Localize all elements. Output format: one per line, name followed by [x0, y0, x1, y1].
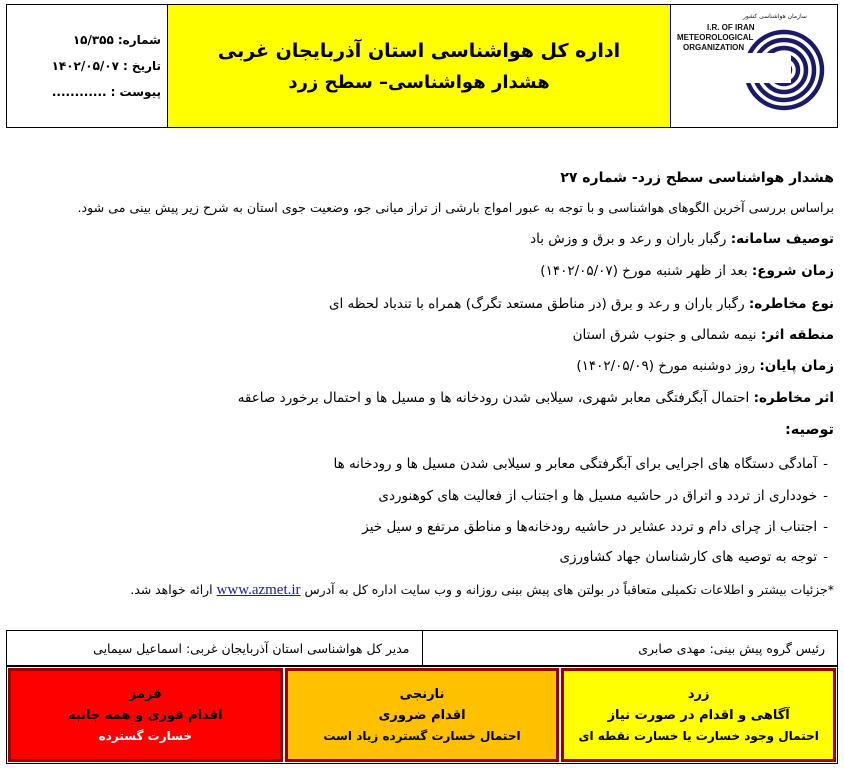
field-area: منطقه اثر: نیمه شمالی و جنوب شرق استان [572, 327, 834, 343]
level-yellow: زرد آگاهی و اقدام در صورت نیاز احتمال وجود خسارت یا خسارت نقطه ای [561, 668, 836, 762]
intro-paragraph: براساس بررسی آخرین الگوهای هواشناسی و با توجه به عبور امواج بارشی از تراز میانی جو، وضعیت جوی استان به شرح زیر پیش بینی می شود. [77, 200, 834, 215]
field-end: زمان پایان: روز دوشنبه مورخ (۱۴۰۲/۰۵/۰۹) [576, 358, 834, 374]
field-hazard: نوع مخاطره: رگبار باران و رعد و برق (در مناطق مستعد تگرگ) همراه با تندباد لحظه ای [328, 296, 834, 312]
level-red: قرمز اقدام فوری و همه جانبه خسارت گسترده [8, 668, 283, 762]
logo-english-name: I.R. OF IRAN METEOROLOGICAL ORGANIZATION [677, 23, 755, 52]
director-signature: مدیر کل هواشناسی استان آذربایجان غربی: اسماعیل سیمایی [93, 640, 410, 656]
title-band [167, 5, 670, 127]
footnote: *جزئیات بیشتر و اطلاعات تکمیلی متعاقباً در بولتن های پیش بینی روزانه و وب سایت اداره کل به آدرس www.azmet.ir ارائه خواهد شد. [130, 582, 834, 598]
field-impact: اثر مخاطره: احتمال آبگرفتگی معابر شهری، سیلابی شدن رودخانه ها و مسیل ها و احتمال برخورد صاعقه [237, 390, 834, 406]
field-system: توصیف سامانه: رگبار باران و رعد و برق و وزش باد [530, 231, 834, 247]
logo-persian-name: سازمان هواشناسی کشور [743, 13, 807, 20]
advice-item: -اجتناب از چرای دام و تردد عشایر در حاشیه رودخانه‌ها و مناطق مرتفع و سیل خیز [362, 519, 828, 535]
document-meta [7, 5, 167, 127]
advice-item: -توجه به توصیه های کارشناسان جهاد کشاورزی [559, 549, 828, 565]
warning-heading: هشدار هواشناسی سطح زرد- شماره ۲۷ [560, 170, 834, 186]
date-row: تاریخ :۱۴۰۲/۰۵/۰۷ [51, 59, 161, 73]
advice-heading: توصیه: [784, 422, 834, 438]
signature-row [6, 630, 838, 666]
field-start: زمان شروع: بعد از ظهر شنبه مورخ (۱۴۰۲/۰۵/۰۷) [540, 263, 834, 279]
level-orange: نارنجی اقدام ضروری احتمال خسارت گسترده زیاد است [285, 668, 560, 762]
advice-item: -خودداری از تردد و اتراق در حاشیه مسیل ها و اجتناب از فعالیت های کوهنوردی [378, 488, 828, 504]
org-title: اداره کل هواشناسی استان آذربایجان غربی [217, 39, 621, 62]
number-row: شماره:۱۵/۳۵۵ [72, 33, 161, 47]
advice-item: -آمادگی دستگاه های اجرایی برای آبگرفتگی معابر و سیلابی شدن مسیل ها و رودخانه ها [333, 456, 828, 472]
logo-box [670, 5, 837, 127]
warning-levels-legend [6, 666, 838, 764]
doc-title: هشدار هواشناسی– سطح زرد [288, 71, 550, 93]
forecast-head-signature: رئیس گروه پیش بینی: مهدی صابری [422, 631, 838, 665]
letterhead [6, 4, 838, 128]
website-link[interactable]: www.azmet.ir [216, 582, 301, 598]
attachment-row: پیوست :............ [51, 85, 161, 99]
